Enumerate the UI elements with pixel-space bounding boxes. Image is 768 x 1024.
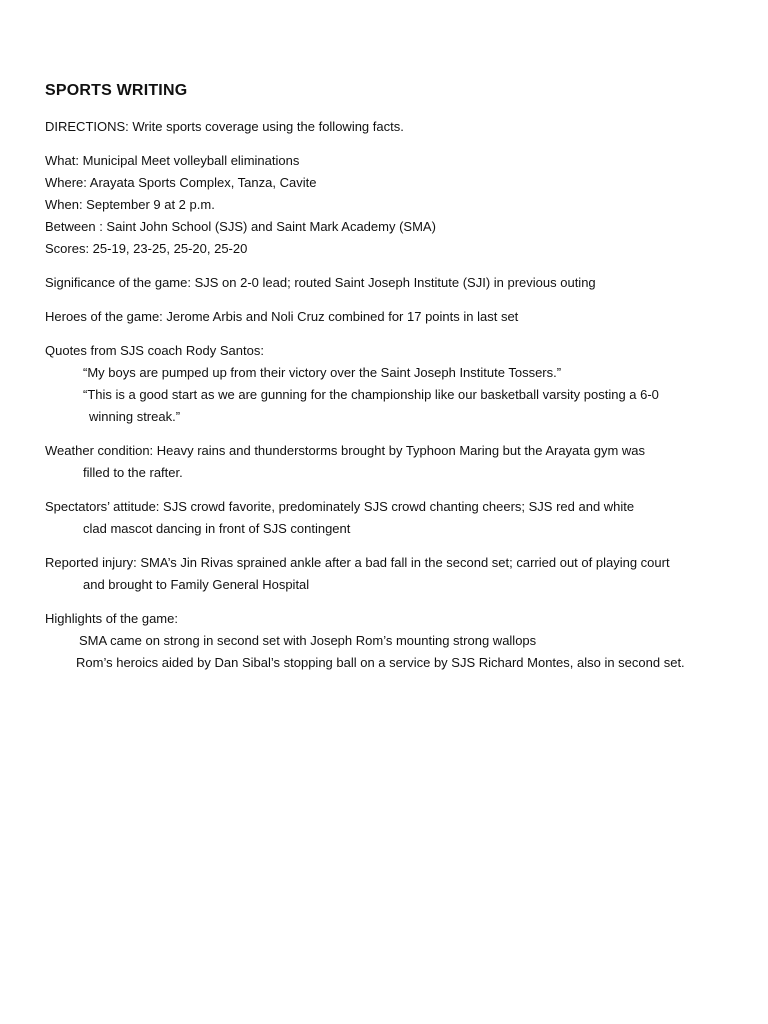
quotes-block	[45, 340, 735, 428]
fact-between: Between : Saint John School (SJS) and Saint Mark Academy (SMA)	[45, 219, 436, 234]
fact-when: When: September 9 at 2 p.m.	[45, 197, 215, 212]
highlights-header: Highlights of the game:	[45, 611, 178, 626]
significance-text: Significance of the game: SJS on 2-0 lead; routed Saint Joseph Institute (SJI) in previous outing	[45, 275, 596, 290]
quotes-header: Quotes from SJS coach Rody Santos:	[45, 343, 264, 358]
weather-paragraph	[45, 440, 735, 484]
directions-text: DIRECTIONS: Write sports coverage using the following facts.	[45, 119, 404, 134]
weather-line-2: filled to the rafter.	[83, 465, 183, 480]
highlights-block	[45, 608, 735, 674]
quote-1: “My boys are pumped up from their victory over the Saint Joseph Institute Tossers.”	[83, 365, 562, 380]
document-page	[45, 80, 735, 686]
fact-where: Where: Arayata Sports Complex, Tanza, Cavite	[45, 175, 317, 190]
injury-line-2: and brought to Family General Hospital	[83, 577, 310, 592]
significance-paragraph	[45, 272, 735, 294]
heroes-paragraph	[45, 306, 735, 328]
document-title: SPORTS WRITING	[45, 82, 188, 99]
spectators-line-2: clad mascot dancing in front of SJS contingent	[83, 521, 351, 536]
highlight-1: SMA came on strong in second set with Joseph Rom’s mounting strong wallops	[79, 633, 537, 648]
heroes-text: Heroes of the game: Jerome Arbis and Noli Cruz combined for 17 points in last set	[45, 309, 519, 324]
spectators-line-1: Spectators’ attitude: SJS crowd favorite, predominately SJS crowd chanting cheers; SJS red and white	[45, 499, 635, 514]
directions-paragraph	[45, 116, 735, 138]
fact-scores: Scores: 25-19, 23-25, 25-20, 25-20	[45, 241, 248, 256]
weather-line-1: Weather condition: Heavy rains and thunderstorms brought by Typhoon Maring but the Arayata gym was	[45, 443, 646, 458]
injury-line-1: Reported injury: SMA’s Jin Rivas sprained ankle after a bad fall in the second set; carried out of playing court	[45, 555, 670, 570]
injury-paragraph	[45, 552, 735, 596]
spectators-paragraph	[45, 496, 735, 540]
quote-2-line-2: winning streak.”	[89, 409, 181, 424]
highlight-2: Rom’s heroics aided by Dan Sibal’s stopping ball on a service by SJS Richard Montes, also in second set.	[76, 655, 685, 670]
fact-what: What: Municipal Meet volleyball eliminations	[45, 153, 300, 168]
quote-2-line-1: “This is a good start as we are gunning for the championship like our basketball varsity posting a 6-0	[83, 387, 659, 402]
facts-block	[45, 150, 735, 260]
